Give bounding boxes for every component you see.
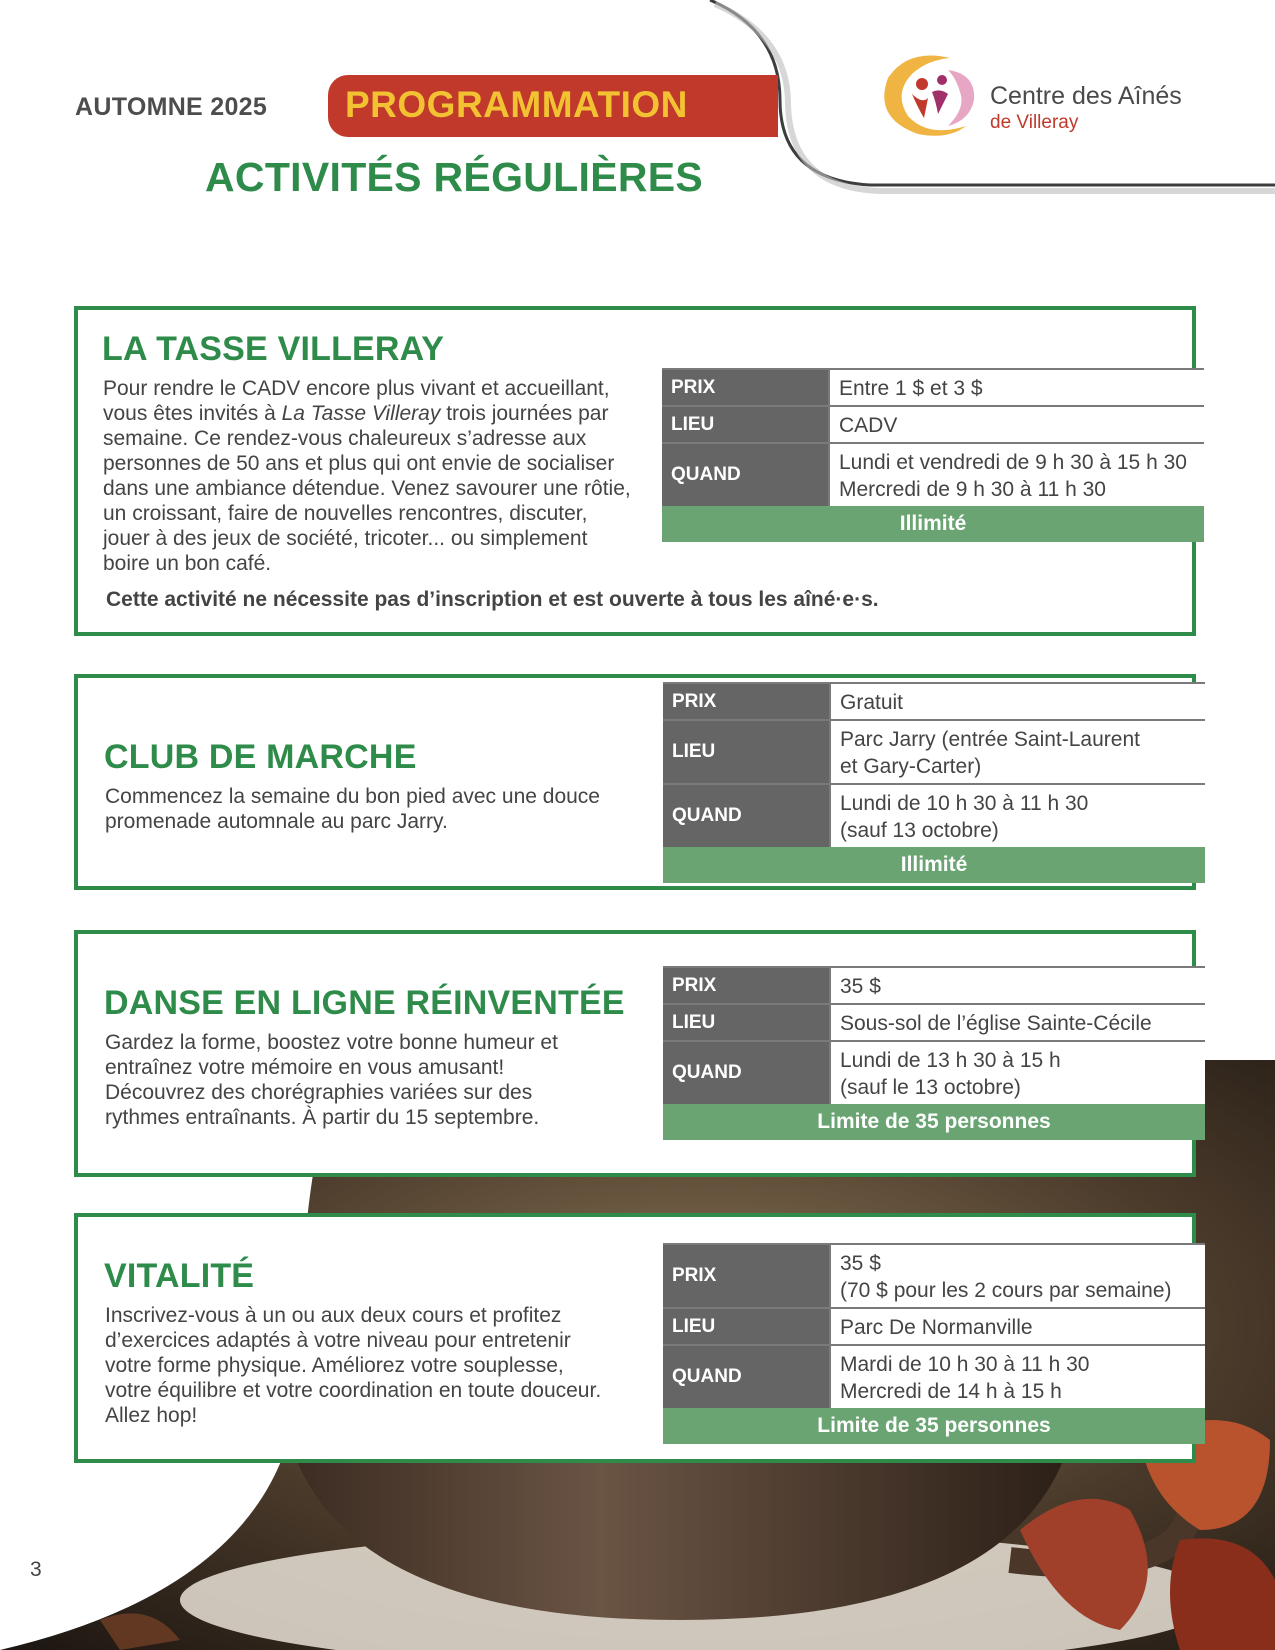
logo-mark-icon [878, 48, 978, 140]
activity-description: Gardez la forme, boostez votre bonne humeur et entraînez votre mémoire en vous amusant! Découvrez des chorégraphies variées sur des rythmes entraînants. À partir du 15 septembre. [105, 1031, 558, 1129]
programmation-label: PROGRAMMATION [345, 84, 688, 125]
activity-info-table [663, 682, 1205, 883]
info-value: CADV [828, 407, 1204, 442]
info-label: LIEU [662, 407, 828, 442]
logo-name: Centre des Aînés [990, 82, 1182, 110]
activity-note: Cette activité ne nécessite pas d’inscription et est ouverte à tous les aîné·e·s. [106, 588, 879, 611]
info-label: PRIX [663, 968, 829, 1003]
info-row-lieu [663, 1003, 1205, 1040]
info-label: PRIX [663, 1245, 829, 1307]
info-value: Sous-sol de l’église Sainte-Cécile [829, 1005, 1205, 1040]
info-row-quand [663, 1040, 1205, 1104]
info-value: Lundi et vendredi de 9 h 30 à 15 h 30 Mercredi de 9 h 30 à 11 h 30 [828, 444, 1204, 506]
info-label: LIEU [663, 721, 829, 783]
info-row-prix [663, 682, 1205, 719]
info-row-lieu [663, 719, 1205, 783]
info-value: Parc De Normanville [829, 1309, 1205, 1344]
season-label: AUTOMNE 2025 [75, 93, 268, 121]
info-row-prix [662, 368, 1204, 405]
info-label: QUAND [662, 444, 828, 506]
activity-card-vitalite [74, 1213, 1196, 1463]
activity-description: Pour rendre le CADV encore plus vivant et accueillant, vous êtes invités à La Tasse Villeray trois journées par semaine. Ce rendez-vous chaleureux s’adresse aux personnes de 50 ans et plus qui ont envie de socialiser dans une ambiance détendue. Venez savourer une rôtie, un croissant, faire de nouvelles rencontres, discuter, jouer à des jeux de société, tricoter... ou simplement boire un bon café. [103, 377, 631, 575]
info-label: QUAND [663, 1346, 829, 1408]
page-number: 3 [30, 1558, 42, 1581]
info-label: QUAND [663, 785, 829, 847]
info-row-quand [663, 783, 1205, 847]
activity-title: DANSE EN LIGNE RÉINVENTÉE [104, 984, 625, 1022]
activity-card-tasse-villeray [74, 306, 1196, 636]
info-value: 35 $ (70 $ pour les 2 cours par semaine) [829, 1245, 1205, 1307]
capacity-badge: Illimité [663, 847, 1205, 883]
info-value: Lundi de 13 h 30 à 15 h (sauf le 13 octobre) [829, 1042, 1205, 1104]
info-label: QUAND [663, 1042, 829, 1104]
activity-card-danse-en-ligne [74, 930, 1196, 1177]
page-title: ACTIVITÉS RÉGULIÈRES [205, 154, 704, 200]
capacity-badge: Limite de 35 personnes [663, 1104, 1205, 1140]
info-value: Parc Jarry (entrée Saint-Laurent et Gary-Carter) [829, 721, 1205, 783]
info-label: PRIX [662, 370, 828, 405]
activity-title: VITALITÉ [104, 1257, 255, 1295]
info-label: LIEU [663, 1309, 829, 1344]
activity-info-table [663, 1243, 1205, 1444]
info-value: 35 $ [829, 968, 1205, 1003]
info-row-lieu [662, 405, 1204, 442]
info-value: Mardi de 10 h 30 à 11 h 30 Mercredi de 14 h à 15 h [829, 1346, 1205, 1408]
activity-info-table [663, 966, 1205, 1140]
capacity-badge: Limite de 35 personnes [663, 1408, 1205, 1444]
info-label: LIEU [663, 1005, 829, 1040]
info-row-lieu [663, 1307, 1205, 1344]
info-row-prix [663, 1243, 1205, 1307]
activity-description: Inscrivez-vous à un ou aux deux cours et profitez d’exercices adaptés à votre niveau pour entretenir votre forme physique. Améliorez votre souplesse, votre équilibre et votre coordination en toute douceur. Allez hop! [105, 1304, 602, 1427]
info-value: Gratuit [829, 684, 1205, 719]
logo-subtitle: de Villeray [990, 112, 1079, 133]
activity-info-table [662, 368, 1204, 542]
info-row-prix [663, 966, 1205, 1003]
activity-card-club-marche [74, 674, 1196, 890]
info-row-quand [663, 1344, 1205, 1408]
centre-logo [878, 48, 1198, 140]
info-row-quand [662, 442, 1204, 506]
info-value: Entre 1 $ et 3 $ [828, 370, 1204, 405]
info-label: PRIX [663, 684, 829, 719]
activity-title: LA TASSE VILLERAY [102, 330, 445, 368]
activity-title: CLUB DE MARCHE [104, 738, 417, 776]
capacity-badge: Illimité [662, 506, 1204, 542]
info-value: Lundi de 10 h 30 à 11 h 30 (sauf 13 octobre) [829, 785, 1205, 847]
activity-description: Commencez la semaine du bon pied avec une douce promenade automnale au parc Jarry. [105, 785, 600, 833]
